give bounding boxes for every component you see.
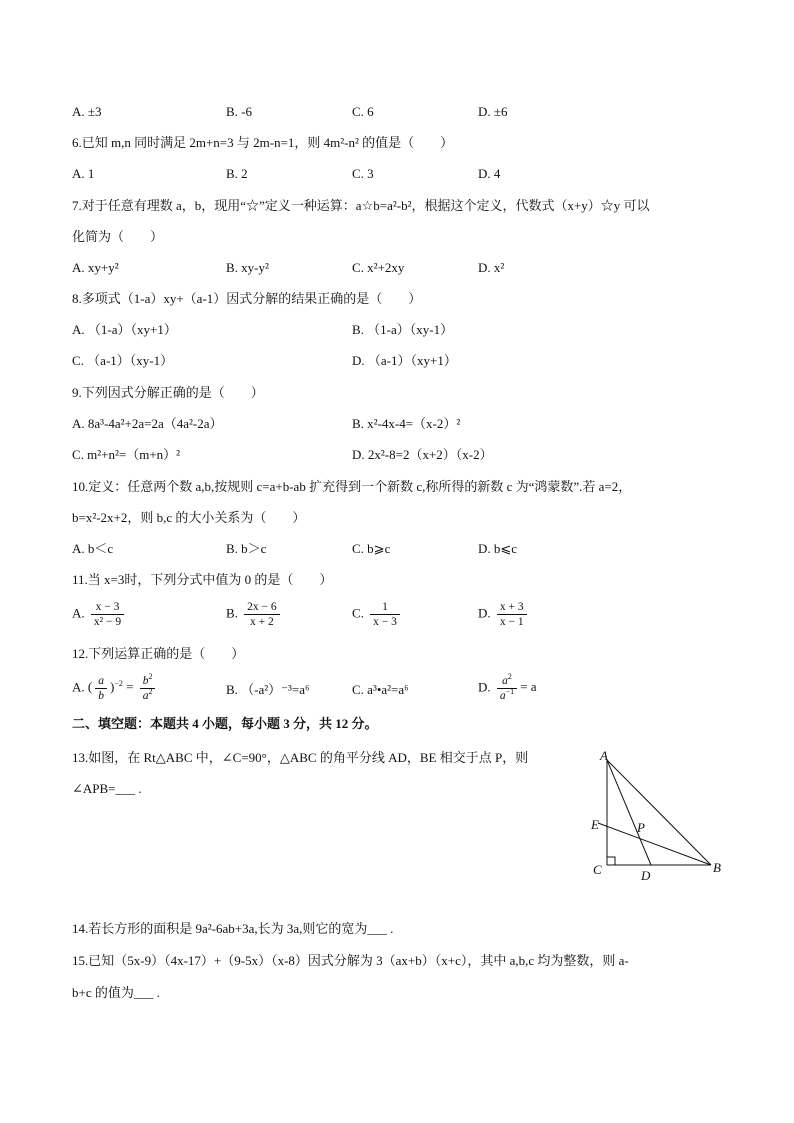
q8-option-b: B. （1-a）（xy-1）	[352, 322, 454, 337]
bisector-ad	[607, 760, 651, 865]
q12-option-d-label: D.	[478, 679, 491, 695]
label-p: P	[637, 820, 645, 835]
q11-option-a	[72, 600, 127, 629]
q6-option-a: A. 1	[72, 166, 95, 181]
q15-stem-line1: 15.已知（5x-9）（4x-17）+（9-5x）（x-8）因式分解为 3（ax+b）（x+c），其中 a,b,c 均为整数，则 a-	[72, 953, 629, 968]
q7-option-b: B. xy-y²	[226, 260, 269, 275]
q12-option-c-label: C.	[352, 682, 364, 697]
q12-option-c-formula: a³•a²=a⁶	[367, 682, 409, 697]
right-angle-mark	[607, 857, 615, 865]
q8-option-c: C. （a-1）（xy-1）	[72, 353, 174, 368]
q6-stem: 6.已知 m,n 同时满足 2m+n=3 与 2m-n=1，则 4m²-n² 的值是（ ）	[72, 135, 454, 150]
q10-stem-line1: 10.定义：任意两个数 a,b,按规则 c=a+b-ab 扩充得到一个新数 c,称所得的新数 c 为“鸿蒙数”.若 a=2，	[72, 479, 632, 494]
q9-stem: 9.下列因式分解正确的是（ ）	[72, 385, 264, 400]
q9-option-c: C. m²+n²=（m+n）²	[72, 447, 181, 462]
denominator: x − 3	[373, 616, 397, 628]
q11-option-c-label: C.	[352, 605, 364, 621]
q11-option-c	[352, 600, 403, 629]
label-d: D	[641, 868, 651, 880]
q5-option-d: D. ±6	[478, 104, 508, 119]
q12-option-a-label: A.	[72, 679, 85, 695]
q11-option-c-fraction	[370, 600, 400, 629]
q9-option-d: D. 2x²-8=2（x+2）（x-2）	[352, 447, 493, 462]
q12-option-d-formula: $\frac{a^2}{a^{-1}}$ = a	[494, 679, 537, 694]
triangle-figure	[590, 750, 730, 880]
q9-option-b: B. x²-4x-4=（x-2）²	[352, 416, 461, 431]
q11-option-a-fraction	[91, 600, 124, 629]
q12-stem: 12.下列运算正确的是（ ）	[72, 646, 245, 661]
numerator: x − 3	[91, 600, 124, 615]
q6-option-c: C. 3	[352, 166, 374, 181]
section-heading-fill-in: 二、填空题：本题共 4 小题，每小题 3 分，共 12 分。	[72, 716, 378, 731]
label-b: B	[713, 860, 721, 875]
q5-option-b: B. -6	[226, 104, 252, 119]
q13-stem-line1: 13.如图，在 Rt△ABC 中，∠C=90°，△ABC 的角平分线 AD，BE 相交于点 P，则	[72, 750, 529, 765]
q11-option-b-fraction	[244, 600, 280, 629]
q11-option-a-label: A.	[72, 605, 85, 621]
denominator: x − 1	[499, 616, 524, 628]
q12-option-c	[352, 682, 409, 698]
q10-stem-line2: b=x²-2x+2，则 b,c 的大小关系为（ ）	[72, 510, 306, 525]
q11-stem: 11.当 x=3时，下列分式中值为 0 的是（ ）	[72, 572, 333, 587]
label-c: C	[593, 862, 602, 877]
q12-option-b-formula: （-a²）⁻³=a⁶	[241, 682, 310, 697]
q9-option-a: A. 8a³-4a²+2a=2a（4a²-2a）	[72, 416, 223, 431]
q7-option-d: D. x²	[478, 260, 505, 275]
q11-option-d	[478, 600, 530, 629]
q11-option-d-fraction	[497, 600, 527, 629]
q15-stem-line2: b+c 的值为___ .	[72, 985, 160, 1000]
q12-option-a-formula: ( $\frac{a}{b}$ )$^{-2}$ = $\frac{b^2}{a^2}$	[88, 679, 159, 694]
q8-option-a: A. （1-a）（xy+1）	[72, 322, 177, 337]
q11-option-b-label: B.	[226, 605, 238, 621]
q5-option-c: C. 6	[352, 104, 374, 119]
denominator: x² − 9	[93, 616, 122, 628]
q7-option-a: A. xy+y²	[72, 260, 119, 275]
q10-option-d: D. b⩽c	[478, 541, 518, 556]
q8-stem: 8.多项式（1-a）xy+（a-1）因式分解的结果正确的是（ ）	[72, 291, 422, 306]
denominator: x + 2	[250, 616, 274, 628]
q6-option-d: D. 4	[478, 166, 501, 181]
label-e: E	[591, 817, 599, 832]
side-ab	[607, 760, 711, 865]
q8-option-d: D. （a-1）（xy+1）	[352, 353, 457, 368]
q12-option-a	[72, 674, 158, 703]
q12-option-b	[226, 682, 310, 698]
q12-option-b-label: B.	[226, 682, 238, 697]
q10-option-c: C. b⩾c	[352, 541, 391, 556]
q10-option-b: B. b＞c	[226, 541, 267, 556]
q7-option-c: C. x²+2xy	[352, 260, 405, 275]
label-a: A	[600, 750, 608, 763]
q13-stem-line2: ∠APB=___ .	[72, 781, 142, 796]
q7-stem-line2: 化简为（ ）	[72, 229, 164, 244]
q12-option-d	[478, 674, 537, 703]
q11-option-d-label: D.	[478, 605, 491, 621]
numerator: 1	[370, 600, 400, 615]
q14-stem: 14.若长方形的面积是 9a²-6ab+3a,长为 3a,则它的宽为___ .	[72, 921, 394, 936]
q5-option-a: A. ±3	[72, 104, 102, 119]
numerator: x + 3	[497, 600, 527, 615]
q11-option-b	[226, 600, 283, 629]
numerator: 2x − 6	[244, 600, 280, 615]
q7-stem-line1: 7.对于任意有理数 a，b，现用“☆”定义一种运算：a☆b=a²-b²，根据这个定义，代数式（x+y）☆y 可以	[72, 198, 650, 213]
q6-option-b: B. 2	[226, 166, 248, 181]
q10-option-a: A. b＜c	[72, 541, 114, 556]
